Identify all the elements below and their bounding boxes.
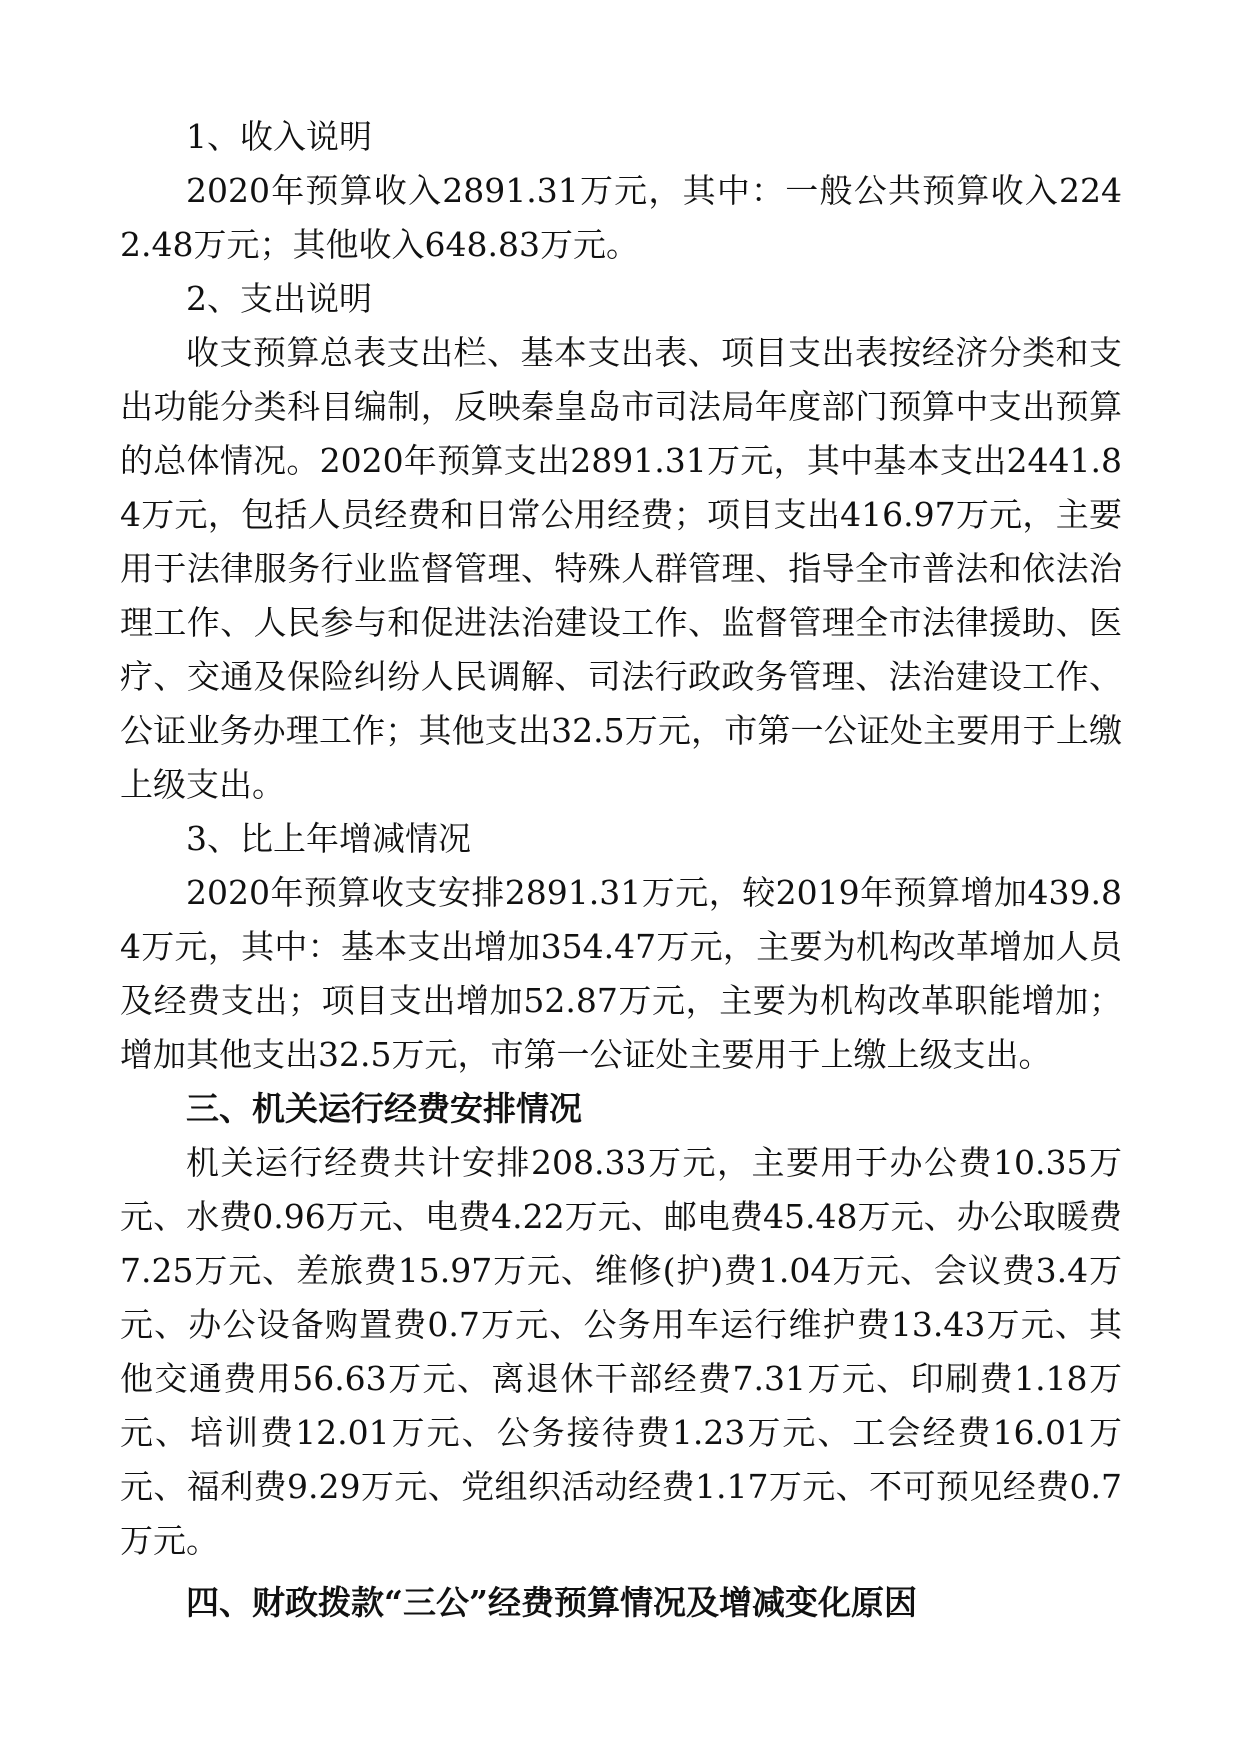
income-heading: 1、收入说明 <box>186 117 372 156</box>
expense-paragraph: 收支预算总表支出栏、基本支出表、项目支出表按经济分类和支出功能分类科目编制，反映秦皇岛市司法局年度部门预算中支出预算的总体情况。2020年预算支出2891.31万元，其中基本支出2441.84万元，包括人员经费和日常公用经费；项目支出416.97万元，主要用于法律服务行业监督管理、特殊人群管理、指导全市普法和依法治理工作、人民参与和促进法治建设工作、监督管理全市法律援助、医疗、交通及保险纠纷人民调解、司法行政政务管理、法治建设工作、公证业务办理工作；其他支出32.5万元，市第一公证处主要用于上缴上级支出。 <box>120 333 1122 804</box>
change-paragraph: 2020年预算收支安排2891.31万元，较2019年预算增加439.84万元，其中：基本支出增加354.47万元，主要为机构改革增加人员及经费支出；项目支出增加52.87万元，主要为机构改革职能增加；增加其他支出32.5万元，市第一公证处主要用于上缴上级支出。 <box>120 873 1122 1074</box>
income-paragraph: 2020年预算收入2891.31万元，其中：一般公共预算收入2242.48万元；其他收入648.83万元。 <box>120 171 1122 264</box>
change-heading: 3、比上年增减情况 <box>186 819 471 858</box>
section-3-paragraph: 机关运行经费共计安排208.33万元，主要用于办公费10.35万元、水费0.96万元、电费4.22万元、邮电费45.48万元、办公取暖费7.25万元、差旅费15.97万元、维修(护)费1.04万元、会议费3.4万元、办公设备购置费0.7万元、公务用车运行维护费13.43万元、其他交通费用56.63万元、离退休干部经费7.31万元、印刷费1.18万元、培训费12.01万元、公务接待费1.23万元、工会经费16.01万元、福利费9.29万元、党组织活动经费1.17万元、不可预见经费0.7万元。 <box>120 1143 1122 1560</box>
section-3-heading: 三、机关运行经费安排情况 <box>186 1089 582 1128</box>
expense-heading: 2、支出说明 <box>186 279 372 318</box>
document-page <box>120 110 1122 1630</box>
section-4-heading: 四、财政拨款“三公”经费预算情况及增减变化原因 <box>186 1583 917 1622</box>
